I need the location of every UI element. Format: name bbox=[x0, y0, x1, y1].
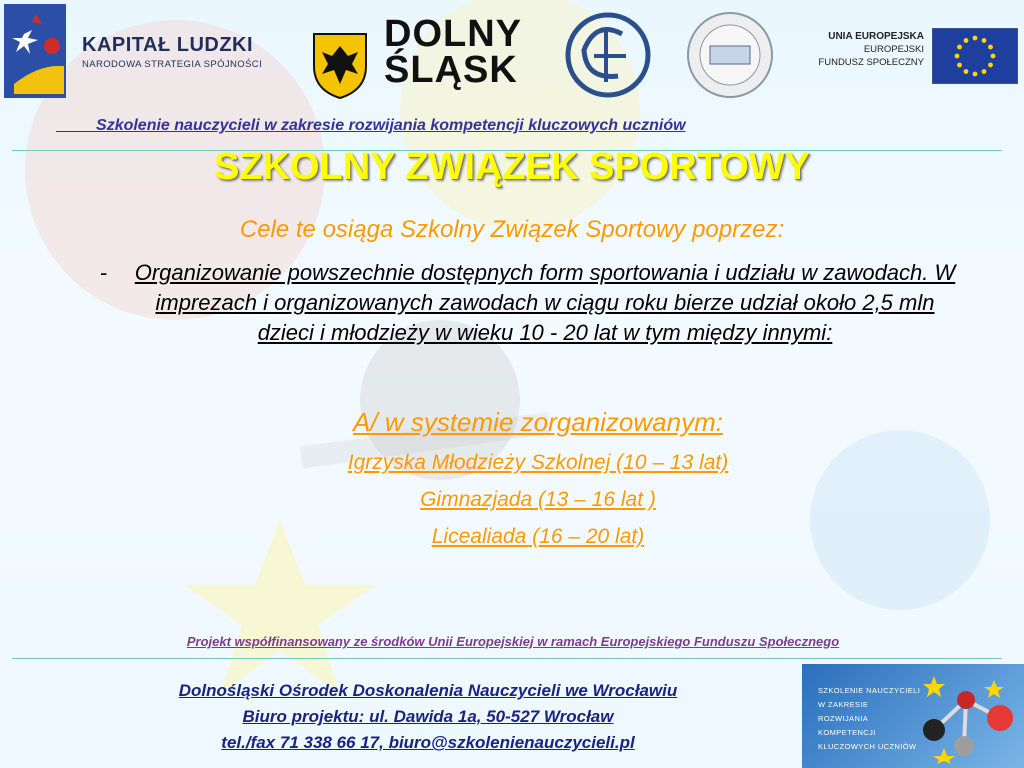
list-item: Gimnazjada (13 – 16 lat ) bbox=[420, 488, 656, 511]
badge-line: KLUCZOWYCH UCZNIÓW bbox=[818, 742, 917, 751]
badge-line: W ZAKRESIE bbox=[818, 700, 869, 709]
dolny-slask-wordmark bbox=[384, 13, 522, 91]
dolny-slask-line1: DOLNY bbox=[384, 13, 522, 55]
project-badge bbox=[802, 664, 1024, 768]
list-item: Licealiada (16 – 20 lat) bbox=[431, 525, 645, 548]
project-subtitle bbox=[56, 117, 686, 135]
badge-line: SZKOLENIE NAUCZYCIELI bbox=[818, 686, 921, 695]
dolny-slask-coat-of-arms bbox=[310, 18, 370, 112]
kapital-ludzki-text bbox=[82, 34, 262, 70]
kapital-ludzki-title: KAPITAŁ LUDZKI bbox=[82, 34, 254, 56]
molecule-icon bbox=[914, 670, 1020, 764]
badge-line: KOMPETENCJI bbox=[818, 728, 876, 737]
subtitle-text: Szkolenie nauczycieli w zakresie rozwijania kompetencji kluczowych uczniów bbox=[96, 117, 686, 134]
dodn-seal-logo bbox=[684, 8, 776, 102]
kapital-ludzki-subtitle: NARODOWA STRATEGIA SPÓJNOŚCI bbox=[82, 59, 263, 70]
list-item: Igrzyska Młodzieży Szkolnej (10 – 13 lat) bbox=[347, 451, 729, 474]
eu-line2: EUROPEJSKI bbox=[863, 44, 924, 55]
section-title: A/ w systemie zorganizowanym: bbox=[353, 407, 723, 437]
bullet-dash: - bbox=[100, 260, 108, 285]
dolny-slask-line2: ŚLĄSK bbox=[384, 49, 518, 91]
slide-title: SZKOLNY ZWIĄZEK SPORTOWY bbox=[213, 146, 811, 188]
main-paragraph: Organizowanie powszechnie dostępnych form sportowania i udziału w zawodach. W imprezach i organizowanych zawodach w ciągu roku bierze udział około 2,5 mln dzieci i młodzieży w wieku 10 - 20 lat w tym między innymi: bbox=[134, 260, 956, 345]
contact-address: Biuro projektu: ul. Dawida 1a, 50-527 Wrocław bbox=[242, 707, 614, 726]
badge-text bbox=[818, 684, 920, 754]
badge-line: ROZWIJANIA bbox=[818, 714, 869, 723]
monogram-logo bbox=[556, 8, 660, 102]
eu-efs-text bbox=[818, 30, 924, 69]
intro-text: Cele te osiąga Szkolny Związek Sportowy poprzez: bbox=[239, 216, 785, 243]
eu-line1: UNIA EUROPEJSKA bbox=[828, 31, 924, 42]
subtitle-lead-space bbox=[56, 117, 96, 134]
eu-line3: FUNDUSZ SPOŁECZNY bbox=[818, 57, 924, 68]
contact-phone-email: tel./fax 71 338 66 17, biuro@szkolenienauczycieli.pl bbox=[221, 733, 635, 752]
contact-institution: Dolnośląski Ośrodek Doskonalenia Nauczycieli we Wrocławiu bbox=[178, 681, 678, 700]
bottom-divider bbox=[12, 658, 1002, 659]
funding-note: Projekt współfinansowany ze środków Unii Europejskiej w ramach Europejskiego Funduszu Społecznego bbox=[186, 634, 840, 649]
kapital-ludzki-logo bbox=[4, 4, 76, 98]
eu-flag-icon bbox=[932, 28, 1018, 84]
